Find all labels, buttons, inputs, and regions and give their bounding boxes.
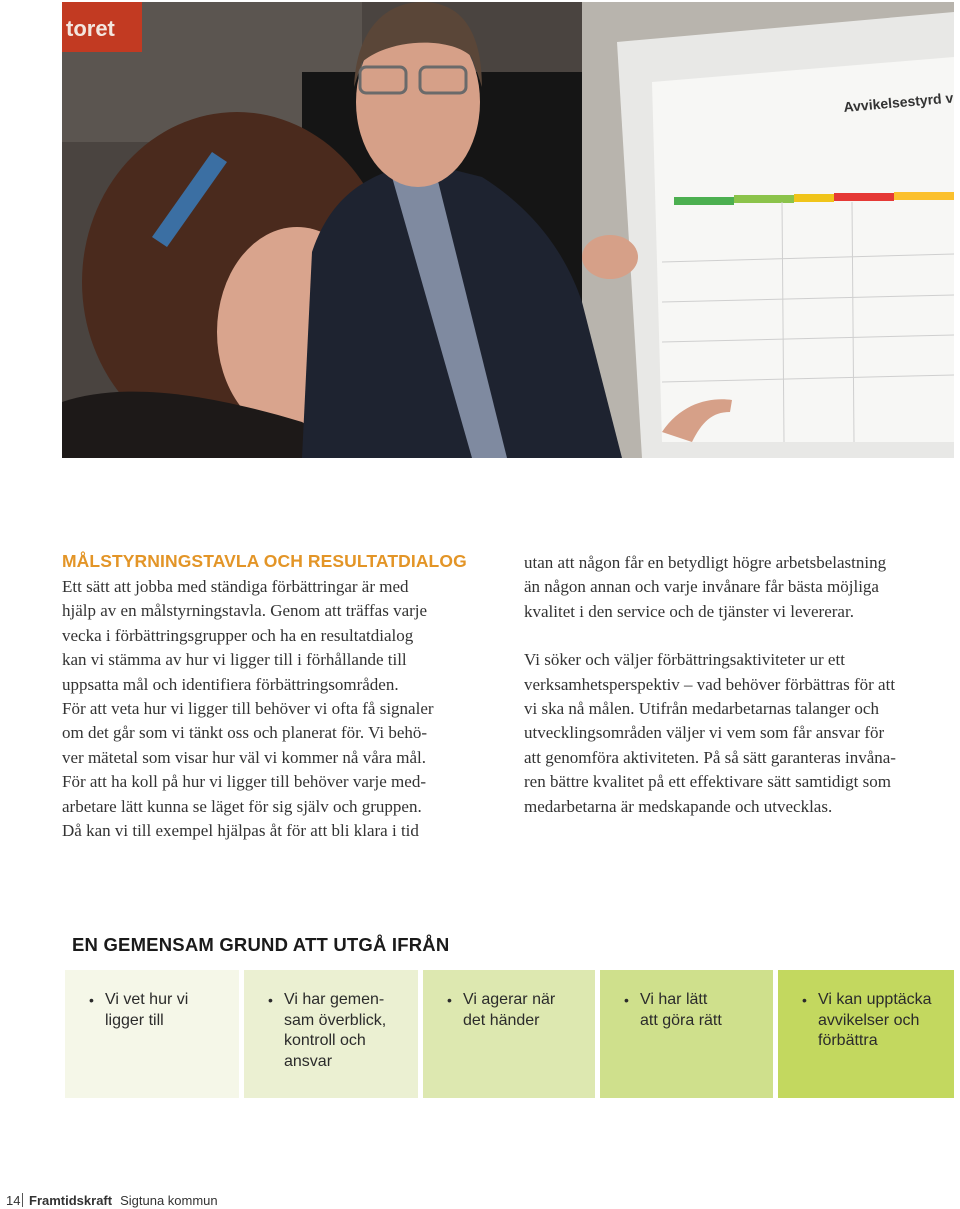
text-line: om det går som vi tänkt oss och planerat för. Vi behö-: [62, 723, 428, 743]
board-sheet: [652, 57, 954, 442]
text-line: Vi söker och väljer förbättringsaktiviteter ur ett: [524, 650, 845, 670]
board-title: Avvikelsestyrd v: [842, 89, 954, 115]
common-ground-text: Vi agerar när det händer: [463, 991, 556, 1029]
common-ground-text: Vi har lätt att göra rätt: [640, 991, 722, 1029]
bullet-icon: •: [447, 992, 452, 1008]
text-line: ren bättre kvalitet på ett effektivare sätt samtidigt som: [524, 772, 891, 792]
footer-brand: Framtidskraft: [29, 1192, 113, 1208]
common-ground-text: Vi vet hur vi ligger till: [105, 991, 189, 1029]
photo-illustration: [62, 2, 954, 458]
article-right-paragraph-1: [524, 551, 956, 624]
common-ground-boxes: [65, 970, 954, 1098]
text-line: medarbetarna är medskapande och utvecklas.: [524, 796, 833, 816]
common-ground-box: [65, 970, 239, 1098]
text-line: Ett sätt att jobba med ständiga förbättringar är med: [62, 577, 409, 596]
common-ground-box: [423, 970, 595, 1098]
common-ground-text: Vi har gemen- sam överblick, kontroll och ansvar: [284, 991, 387, 1070]
common-ground-box: [244, 970, 418, 1098]
photo-meeting: [62, 2, 954, 458]
text-line: uppsatta mål och identifiera förbättringsområden.: [62, 674, 399, 694]
sign-text: toret: [66, 16, 115, 41]
common-ground-heading: EN GEMENSAM GRUND ATT UTGÅ IFRÅN: [72, 934, 450, 955]
article-left-paragraph: [62, 575, 507, 843]
text-line: För att ha koll på hur vi ligger till behöver varje med-: [62, 772, 426, 792]
article-heading: MÅLSTYRNINGSTAVLA OCH RESULTATDIALOG: [62, 551, 467, 571]
common-ground-box: [600, 970, 773, 1098]
page-number: 14: [6, 1192, 21, 1208]
footer-publisher: Sigtuna kommun: [120, 1192, 218, 1208]
text-line: För att veta hur vi ligger till behöver vi ofta få signaler: [62, 699, 434, 719]
text-line: hjälp av en målstyrningstavla. Genom att träffas varje: [62, 601, 428, 621]
text-line: att genomföra aktiviteten. På så sätt garanteras invåna-: [524, 747, 896, 767]
text-line: utvecklingsområden väljer vi vem som får ansvar för: [524, 723, 885, 743]
bullet-icon: •: [624, 992, 629, 1008]
page-footer: [0, 1192, 218, 1208]
article-left-column: [62, 575, 507, 843]
text-line: kvalitet i den service och de tjänster vi levererar.: [524, 601, 854, 621]
text-line: vecka i förbättringsgrupper och ha en resultatdialog: [62, 625, 414, 645]
text-line: verksamhetsperspektiv – vad behöver förbättras för att: [524, 674, 896, 694]
bullet-icon: •: [268, 992, 273, 1008]
text-line: Då kan vi till exempel hjälpas åt för att bli klara i tid: [62, 821, 419, 841]
common-ground-box: [778, 970, 954, 1098]
text-line: vi ska nå målen. Utifrån medarbetarnas talanger och: [524, 699, 879, 719]
text-line: än någon annan och varje invånare får bästa möjliga: [524, 577, 879, 597]
article-right-column: [524, 551, 956, 819]
common-ground-text: Vi kan upptäcka avvikelser och förbättra: [818, 991, 932, 1049]
bullet-icon: •: [89, 992, 94, 1008]
bullet-icon: •: [802, 992, 807, 1008]
article-right-paragraph-2: [524, 648, 956, 819]
text-line: kan vi stämma av hur vi ligger till i förhållande till: [62, 650, 407, 670]
text-line: arbetare lätt kunna se läget för sig själv och gruppen.: [62, 796, 422, 816]
text-line: ver mätetal som visar hur väl vi kommer nå våra mål.: [62, 747, 426, 767]
footer-divider: [22, 1193, 23, 1207]
text-line: utan att någon får en betydligt högre arbetsbelastning: [524, 553, 887, 572]
